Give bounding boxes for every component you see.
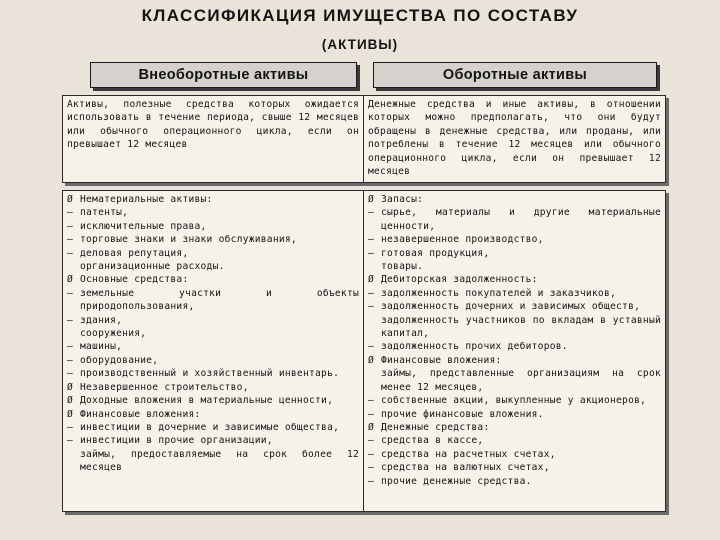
list-item: [67, 367, 359, 380]
list-item-text: займы, предоставляемые на срок более 12 месяцев: [80, 448, 359, 474]
header-noncurrent-label: Внеоборотные активы: [138, 67, 309, 83]
list-item: [368, 408, 661, 421]
list-item-text: средства в кассе,: [381, 435, 484, 447]
list-item: [368, 394, 661, 407]
bullet-arrow-icon: Ø: [67, 408, 74, 420]
dash-marker: –: [368, 207, 375, 219]
dash-marker: –: [67, 287, 74, 299]
list-item: [67, 381, 359, 394]
list-item-text: инвестиции в дочерние и зависимые общества,: [80, 421, 340, 433]
list-item: [368, 287, 661, 300]
list-item-text: Незавершенное строительство,: [80, 381, 249, 393]
list-item-text: задолженность прочих дебиторов.: [381, 341, 568, 353]
composition-table: [62, 190, 666, 512]
list-item-text: Запасы:: [381, 194, 424, 205]
list-item: [368, 300, 661, 313]
list-item: [67, 273, 359, 286]
dash-marker: –: [67, 234, 74, 246]
list-item-text: патенты,: [80, 207, 129, 219]
list-item-text: Дебиторская задолженность:: [381, 274, 538, 286]
list-item: [368, 314, 661, 341]
bullet-arrow-icon: Ø: [368, 354, 375, 366]
dash-marker: –: [67, 341, 74, 353]
list-item-text: Доходные вложения в материальные ценности,: [80, 395, 334, 407]
list-item: [368, 367, 661, 394]
dash-marker: –: [67, 421, 74, 433]
list-item: [368, 434, 661, 447]
dash-marker: –: [368, 234, 375, 246]
list-item-text: незавершенное производство,: [381, 234, 544, 246]
list-item-text: Финансовые вложения:: [381, 354, 502, 366]
dash-marker: –: [368, 287, 375, 299]
dash-marker: –: [368, 435, 375, 447]
list-item: [368, 273, 661, 286]
list-item-text: собственные акции, выкупленные у акционеров,: [381, 395, 647, 407]
list-item: [67, 193, 359, 206]
list-item-text: задолженность участников по вкладам в уставный капитал,: [381, 314, 661, 340]
list-item-text: исключительные права,: [80, 220, 207, 232]
list-item: [67, 287, 359, 314]
list-item-text: Основные средства:: [80, 274, 189, 286]
list-item: [368, 475, 661, 488]
list-item: [67, 327, 359, 340]
list-item: [67, 206, 359, 219]
bullet-arrow-icon: Ø: [67, 274, 74, 286]
list-item-text: Денежные средства:: [381, 421, 490, 433]
list-item-text: сырье, материалы и другие материальные ценности,: [381, 207, 661, 232]
list-item: [67, 394, 359, 407]
list-item-text: задолженность дочерних и зависимых обществ,: [381, 301, 641, 313]
bullet-arrow-icon: Ø: [67, 395, 74, 407]
bullet-arrow-icon: Ø: [368, 421, 375, 433]
list-item-text: организационные расходы.: [80, 261, 225, 273]
bullet-arrow-icon: Ø: [368, 194, 375, 205]
dash-marker: –: [368, 341, 375, 353]
page-title: КЛАССИФИКАЦИЯ ИМУЩЕСТВА ПО СОСТАВУ: [141, 6, 579, 25]
dash-marker: –: [67, 354, 74, 366]
list-item-text: производственный и хозяйственный инвентарь.: [80, 368, 340, 380]
list-item-text: готовая продукция,: [381, 247, 490, 259]
list-item: [67, 247, 359, 260]
list-item: [368, 193, 661, 206]
dash-marker: –: [368, 408, 375, 420]
list-item-text: товары.: [381, 261, 424, 273]
list-item-text: Нематериальные активы:: [80, 194, 213, 205]
dash-marker: –: [67, 220, 74, 232]
list-item: [368, 421, 661, 434]
dash-marker: –: [67, 247, 74, 259]
list-item-text: средства на валютных счетах,: [381, 462, 550, 474]
bullet-arrow-icon: Ø: [368, 274, 375, 286]
list-item-text: сооружения,: [80, 328, 147, 340]
list-item-text: торговые знаки и знаки обслуживания,: [80, 234, 297, 246]
list-item: [67, 421, 359, 434]
current-items-list: [364, 191, 665, 511]
list-item: [67, 233, 359, 246]
list-item: [67, 340, 359, 353]
list-item: [67, 314, 359, 327]
definition-current: Денежные средства и иные активы, в отношении которых можно предполагать, что они будут обращены в денежные средства, или проданы, или потреблены в течение 12 месяцев или обычного операционного цикла, если он превышает 12 месяцев: [368, 99, 661, 178]
list-item: [368, 206, 661, 233]
list-item-text: Финансовые вложения:: [80, 408, 201, 420]
list-item-text: машины,: [80, 341, 123, 353]
list-item: [67, 354, 359, 367]
list-item: [67, 434, 359, 447]
dash-marker: –: [67, 368, 74, 380]
definition-noncurrent: Активы, полезные средства которых ожидается использовать в течение периода, свыше 12 месяцев или обычного операционного цикла, если он превышает 12 месяцев: [63, 96, 364, 182]
list-item: [368, 340, 661, 353]
dash-marker: –: [368, 448, 375, 460]
list-item: [67, 260, 359, 273]
dash-marker: –: [368, 462, 375, 474]
noncurrent-items-list: [63, 191, 364, 511]
list-item: [368, 461, 661, 474]
list-item-text: земельные участки и объекты природопользования,: [80, 287, 359, 313]
dash-marker: –: [67, 435, 74, 447]
header-current-label: Оборотные активы: [442, 67, 588, 83]
dash-marker: –: [67, 314, 74, 326]
dash-marker: –: [368, 395, 375, 407]
list-item: [368, 448, 661, 461]
dash-marker: –: [368, 247, 375, 259]
list-item-text: средства на расчетных счетах,: [381, 448, 556, 460]
list-item-text: задолженность покупателей и заказчиков,: [381, 287, 617, 299]
dash-marker: –: [67, 207, 74, 219]
header-current-assets: [373, 62, 657, 88]
bullet-arrow-icon: Ø: [67, 381, 74, 393]
list-item: [368, 233, 661, 246]
dash-marker: –: [368, 301, 375, 313]
list-item: [368, 260, 661, 273]
definitions-table: [62, 95, 666, 183]
list-item-text: прочие финансовые вложения.: [381, 408, 544, 420]
list-item-text: оборудование,: [80, 354, 159, 366]
bullet-arrow-icon: Ø: [67, 194, 74, 205]
list-item-text: здания,: [80, 314, 123, 326]
list-item-text: инвестиции в прочие организации,: [80, 435, 273, 447]
list-item: [67, 448, 359, 475]
list-item-text: деловая репутация,: [80, 247, 189, 259]
list-item-text: займы, представленные организациям на срок менее 12 месяцев,: [381, 368, 661, 393]
list-item: [67, 408, 359, 421]
list-item: [368, 247, 661, 260]
list-item: [368, 354, 661, 367]
list-item-text: прочие денежные средства.: [381, 475, 532, 487]
page-subtitle: (АКТИВЫ): [321, 37, 399, 52]
dash-marker: –: [368, 475, 375, 487]
list-item: [67, 220, 359, 233]
header-noncurrent-assets: [90, 62, 357, 88]
